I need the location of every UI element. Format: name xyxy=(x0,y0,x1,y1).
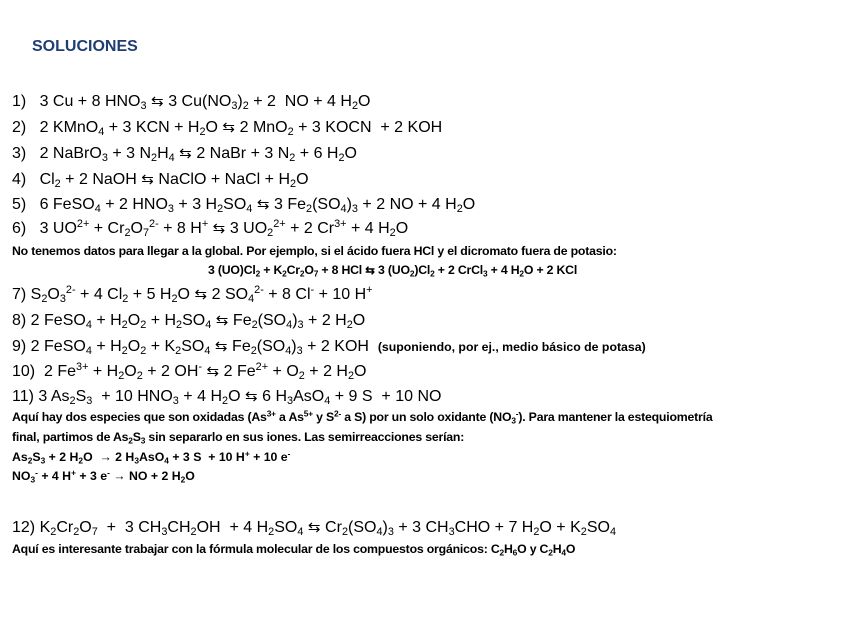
half-reaction-oxidation: $As_2S_3 + 2$ $H_2O \to 2$ $H_3AsO_4 + 3$ S + 10 H+ + 10 e- xyxy=(12,448,291,466)
equation-3: 3) 2 NaBrO$_3$ + 3 $N_2H_4$ ⇆ 2 NaBr + 3 $N_2 + 6$ $H_2O$ xyxy=(12,145,357,165)
equation-7: 7) $S_2O_3^{2-} + 4$ $Cl_2 + 5$ $H_2O$ ⇆ 2 $SO_4^{2-} + 8$ Cl- + 10 H+ xyxy=(12,284,373,306)
note-6: No tenemos datos para llegar a la global. Por ejemplo, si el ácido fuera HCl y el dicromato fuera de potasio: xyxy=(12,244,617,258)
page-title: SOLUCIONES xyxy=(32,38,138,55)
note-12: Aquí es interesante trabajar con la fórmula molecular de los compuestos orgánicos: $C_2H_6O$ y $C_2H_4O$ xyxy=(12,542,576,558)
equation-5: 5) 6 FeSO$_4$ + 2 $HNO_3 + 3$ $H_2SO_4$ ⇆ 3 $Fe_2(SO_4)_3 + 2$ NO + 4 $H_2O$ xyxy=(12,196,476,216)
equation-4: 4) $Cl_2 + 2$ NaOH ⇆ NaClO + NaCl + $H_2O$ xyxy=(12,171,309,191)
note-11-b: final, partimos de $As_2S_3$ sin separarlo en sus iones. Las semirreacciones serían: xyxy=(12,430,465,446)
equation-10: 10) 2 $Fe^{3+} + H_2O_2 + 2$ OH- ⇆ 2 $Fe^{2+} + O_2 + 2$ $H_2O$ xyxy=(12,361,367,383)
equation-6-global: 3 $(UO)Cl_2 + K_2Cr_2O_7 + 8$ HCl ⇆ 3 $(UO_2)Cl_2 + 2$ CrCl$_3$ + 4 $H_2O + 2$ KCl xyxy=(208,263,578,279)
equation-11: 11) 3 $As_2S_3 + 10$ $HNO_3 + 4$ $H_2O$ ⇆ 6 $H_3AsO_4 + 9$ S + 10 NO xyxy=(12,388,442,408)
equation-2: 2) 2 KMnO$_4$ + 3 KCN + $H_2O$ ⇆ 2 MnO$_2$ + 3 KOCN + 2 KOH xyxy=(12,119,443,139)
equation-1: 1) 3 Cu + 8 $HNO_3$ ⇆ 3 $Cu(NO_3)_2 + 2$ NO + 4 $H_2O$ xyxy=(12,93,371,113)
equation-6: 6) 3 $UO^{2+} + Cr_2O_7^{2-} + 8$ H+ ⇆ 3 $UO_2^{2+} + 2$ $Cr^{3+} + 4$ $H_2O$ xyxy=(12,218,409,240)
half-reaction-reduction: $NO_3^- + 4$ H+ + 3 e- → NO + 2 $H_2O$ xyxy=(12,467,195,485)
equation-12: 12) $K_2Cr_2O_7 + 3$ $CH_3CH_2OH + 4$ $H_2SO_4$ ⇆ $Cr_2(SO_4)_3 + 3$ $CH_3CHO + 7$ $H_2O + K_2SO_4$ xyxy=(12,519,617,539)
note-11-a: Aquí hay dos especies que son oxidadas ($As^{3+}$ a $As^{5+}$ y $S^{2-}$ a S) por un solo oxidante $(NO_3^-)$. Para mantener la estequiometría xyxy=(12,408,713,426)
equation-8: 8) 2 FeSO$_4$ + $H_2O_2 + H_2SO_4$ ⇆ $Fe_2(SO_4)_3 + 2$ $H_2O$ xyxy=(12,312,366,332)
equation-9: 9) 2 FeSO$_4$ + $H_2O_2 + K_2SO_4$ ⇆ $Fe_2(SO_4)_3 + 2$ KOH (suponiendo, por ej., medio básico de potasa) xyxy=(12,338,646,358)
